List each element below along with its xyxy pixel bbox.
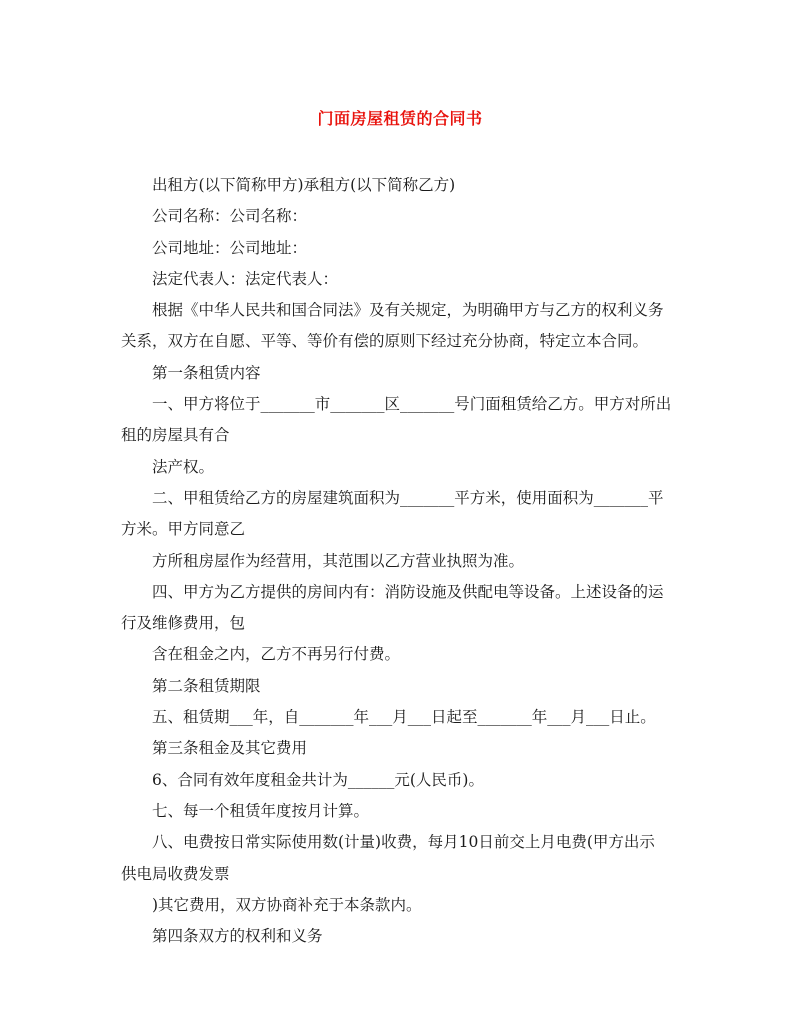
document-line: 二、甲租赁给乙方的房屋建筑面积为_______平方米，使用面积为_______平: [152, 488, 664, 507]
document-line: 行及维修费用，包: [121, 614, 246, 633]
document-line: 法定代表人：法定代表人：: [152, 269, 339, 288]
document-line: 八、电费按日常实际使用数(计量)收费，每月10日前交上月电费(甲方出示: [152, 833, 655, 852]
document-line: 一、甲方将位于_______市_______区_______号门面租赁给乙方。甲方对所出: [152, 395, 672, 414]
document-line: 方米。甲方同意乙: [121, 520, 246, 539]
document-line: 第二条租赁期限: [152, 676, 261, 695]
document-line: 七、每一个租赁年度按月计算。: [152, 801, 370, 820]
document-line: 四、甲方为乙方提供的房间内有：消防设施及供配电等设备。上述设备的运: [152, 582, 664, 601]
document-line: 含在租金之内，乙方不再另行付费。: [152, 645, 401, 664]
document-line: 租的房屋具有合: [121, 426, 230, 445]
document-line: 法产权。: [152, 457, 215, 476]
document-line: 方所租房屋作为经营用，其范围以乙方营业执照为准。: [152, 551, 525, 570]
document-title: 门面房屋租赁的合同书: [317, 109, 483, 128]
document-line: 出租方(以下简称甲方)承租方(以下简称乙方): [152, 176, 456, 194]
document-line: 第一条租赁内容: [152, 363, 261, 382]
document-line: 6、合同有效年度租金共计为______元(人民币)。: [152, 770, 484, 789]
document-line: 第四条双方的权利和义务: [152, 927, 323, 946]
document-line: 公司名称：公司名称：: [152, 207, 308, 226]
document-line: 公司地址：公司地址：: [152, 238, 308, 257]
document-line: 根据《中华人民共和国合同法》及有关规定，为明确甲方与乙方的权利义务: [152, 301, 664, 320]
document-body: [121, 170, 681, 952]
document-line: 第三条租金及其它费用: [152, 739, 308, 758]
document-line: 五、租赁期___年，自_______年___月___日起至_______年___月___日止。: [152, 708, 656, 727]
document-line: )其它费用，双方协商补充于本条款内。: [152, 895, 422, 914]
document-line: 供电局收费发票: [121, 864, 230, 883]
document-line: 关系，双方在自愿、平等、等价有偿的原则下经过充分协商，特定立本合同。: [121, 332, 649, 351]
